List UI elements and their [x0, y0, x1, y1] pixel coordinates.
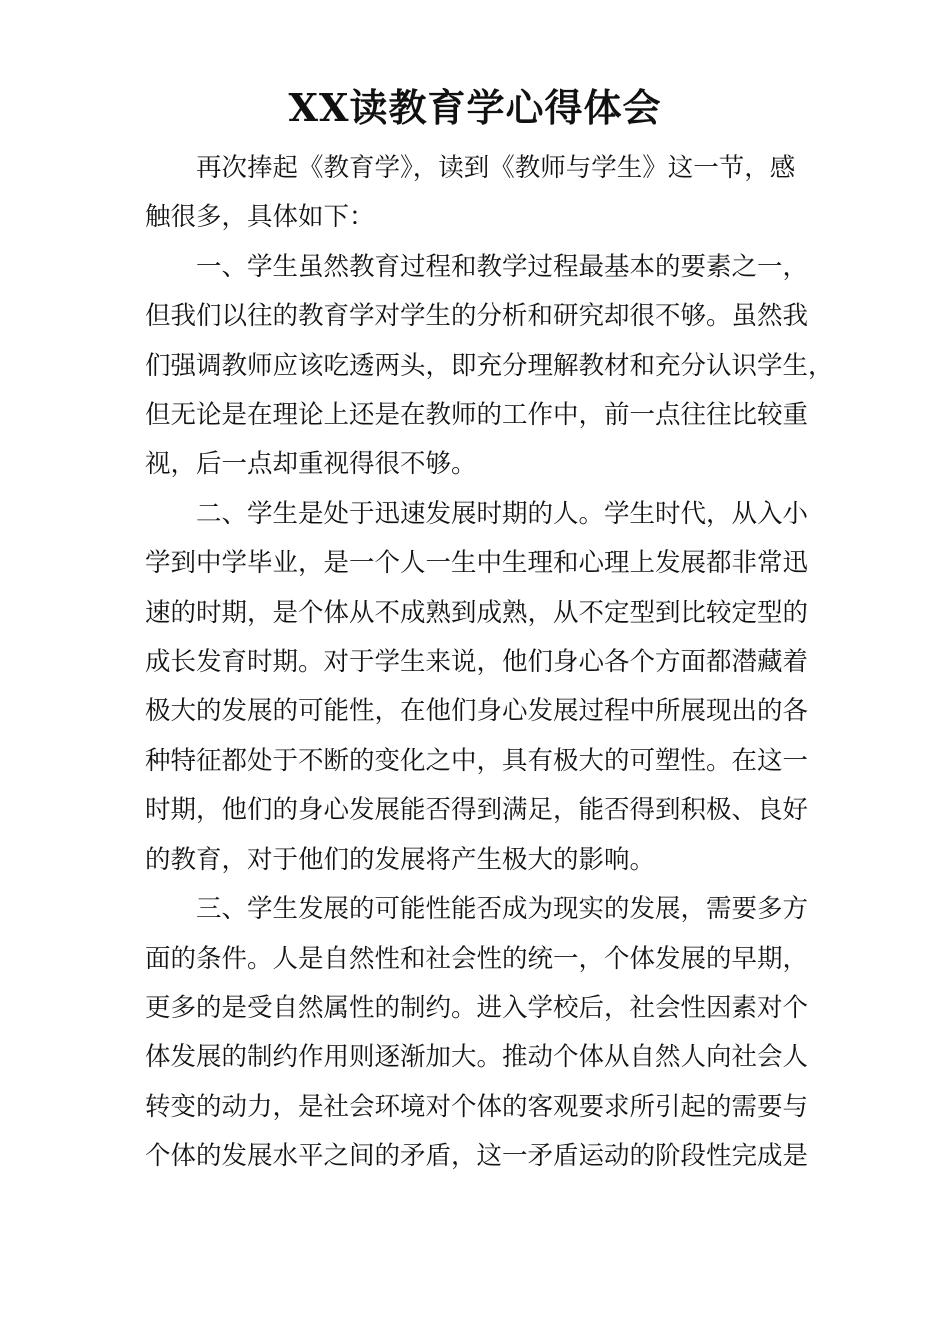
paragraph-point-three [145, 885, 810, 1181]
text-line: 转变的动力，是社会环境对个体的客观要求所引起的需要与 [145, 1091, 809, 1122]
text-line: 但无论是在理论上还是在教师的工作中，前一点往往比较重 [145, 400, 809, 431]
text-line: 一、学生虽然教育过程和教学过程最基本的要素之一， [196, 251, 809, 282]
text-line: 面的条件。人是自然性和社会性的统一，个体发展的早期， [145, 943, 809, 974]
document-title: XX读教育学心得体会 [288, 85, 662, 130]
paragraph-intro [145, 144, 810, 243]
text-line: 学到中学毕业，是一个人一生中生理和心理上发展都非常迅 [145, 548, 809, 579]
text-line: 的教育，对于他们的发展将产生极大的影响。 [145, 844, 656, 875]
text-line: 更多的是受自然属性的制约。进入学校后，社会性因素对个 [145, 992, 809, 1023]
text-line: 触很多，具体如下： [145, 202, 375, 233]
text-line: 但我们以往的教育学对学生的分析和研究却很不够。虽然我 [145, 301, 809, 332]
text-line: 成长发育时期。对于学生来说，他们身心各个方面都潜藏着 [145, 647, 809, 678]
document-body [145, 144, 834, 1182]
text-line: 极大的发展的可能性，在他们身心发展过程中所展现出的各 [145, 696, 809, 727]
text-line: 速的时期，是个体从不成熟到成熟，从不定型到比较定型的 [145, 597, 809, 628]
text-line: 时期，他们的身心发展能否得到满足，能否得到积极、良好 [145, 795, 809, 826]
text-line: 三、学生发展的可能性能否成为现实的发展，需要多方 [196, 894, 809, 925]
text-line: 种特征都处于不断的变化之中，具有极大的可塑性。在这一 [145, 745, 809, 776]
text-line: 视，后一点却重视得很不够。 [145, 449, 477, 480]
text-line: 再次捧起《教育学》，读到《教师与学生》这一节，感 [196, 153, 796, 183]
paragraph-point-two [145, 490, 810, 885]
text-line: 个体的发展水平之间的矛盾，这一矛盾运动的阶段性完成是 [145, 1141, 809, 1172]
paragraph-point-one [145, 243, 834, 490]
text-line: 体发展的制约作用则逐渐加大。推动个体从自然人向社会人 [145, 1042, 809, 1073]
text-line: 二、学生是处于迅速发展时期的人。学生时代，从入小 [196, 498, 809, 529]
text-line: 们强调教师应该吃透两头，即充分理解教材和充分认识学生， [145, 350, 834, 381]
